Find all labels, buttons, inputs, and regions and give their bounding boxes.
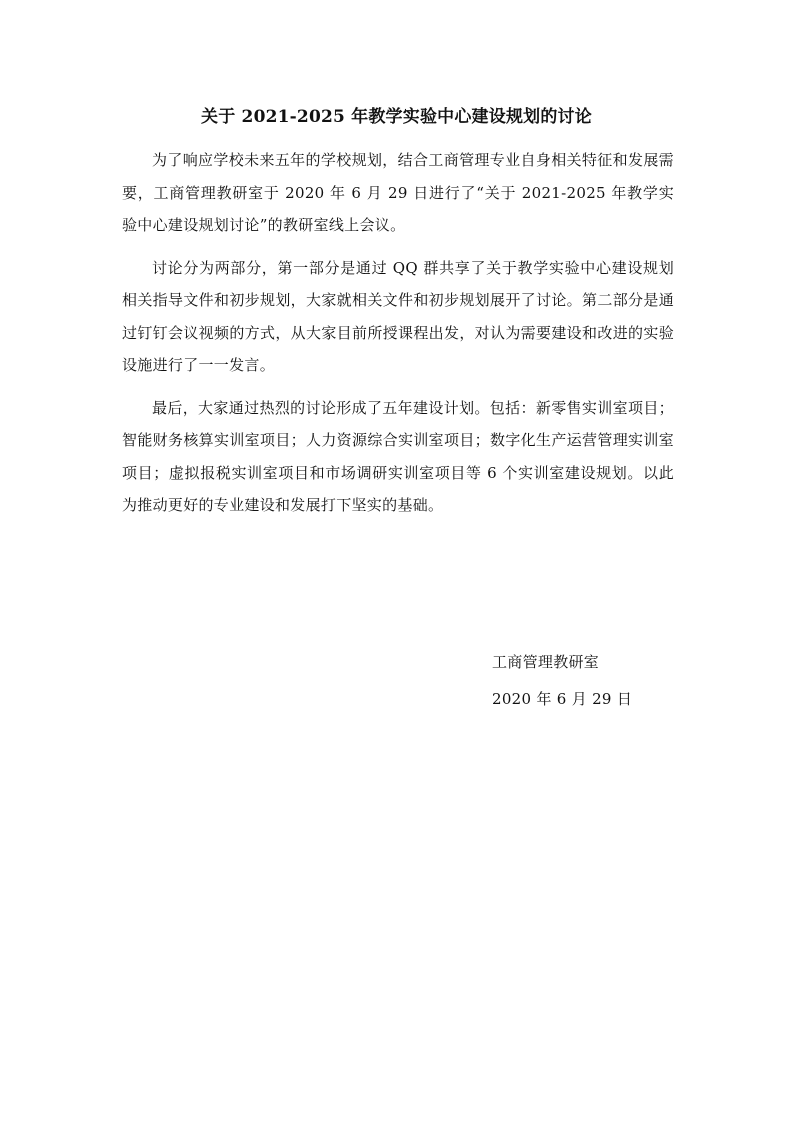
paragraph-intro: 为了响应学校未来五年的学校规划，结合工商管理专业自身相关特征和发展需要，工商管理教研室于 2020 年 6 月 29 日进行了“关于 2021-2025 年教学实验中心建设规划讨论”的教研室线上会议。 <box>122 151 674 234</box>
paragraph-conclusion: 最后，大家通过热烈的讨论形成了五年建设计划。包括：新零售实训室项目；智能财务核算实训室项目；人力资源综合实训室项目；数字化生产运营管理实训室项目；虚拟报税实训室项目和市场调研实训室项目等 6 个实训室建设规划。以此为推动更好的专业建设和发展打下坚实的基础。 <box>122 398 674 514</box>
document-title: 关于 2021-2025 年教学实验中心建设规划的讨论 <box>201 107 592 127</box>
signature-date: 2020 年 6 月 29 日 <box>492 690 633 708</box>
signature-block <box>492 644 692 718</box>
signature-department: 工商管理教研室 <box>492 653 600 671</box>
document-body <box>122 144 674 532</box>
paragraph-discussion: 讨论分为两部分，第一部分是通过 QQ 群共享了关于教学实验中心建设规划相关指导文件和初步规划，大家就相关文件和初步规划展开了讨论。第二部分是通过钉钉会议视频的方式，从大家目前所授课程出发，对认为需要建设和改进的实验设施进行了一一发言。 <box>122 258 674 374</box>
